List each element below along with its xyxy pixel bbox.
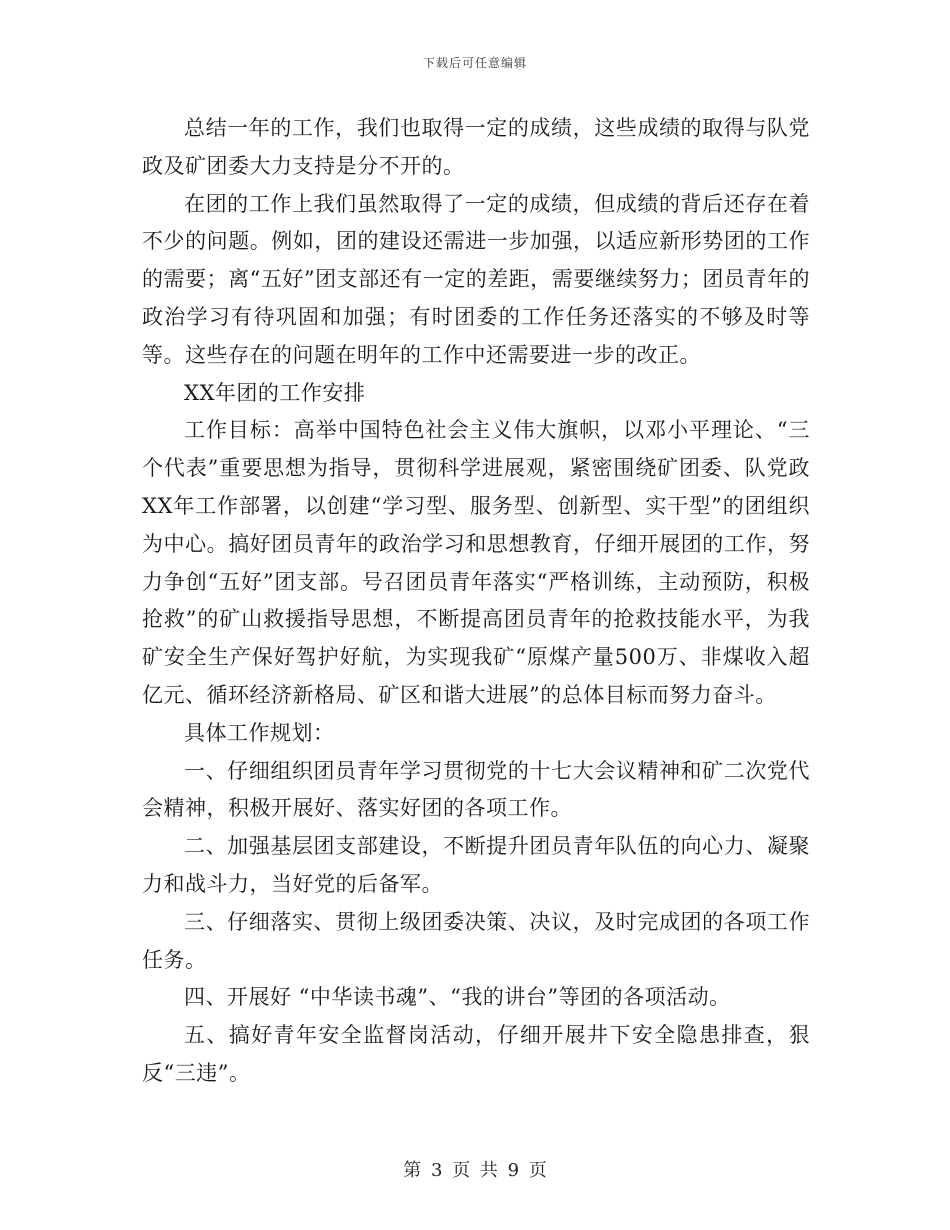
- paragraph-summary: 总结一年的工作，我们也取得一定的成绩，这些成绩的取得与队党政及矿团委大力支持是分不开的。: [142, 116, 810, 178]
- section-heading-work-plan: XX年团的工作安排: [184, 380, 366, 405]
- list-item-one: 一、仔细组织团员青年学习贯彻党的十七大会议精神和矿二次党代会精神，积极开展好、落实好团的各项工作。: [142, 758, 810, 821]
- list-item-three: 三、仔细落实、贯彻上级团委决策、决议，及时完成团的各项工作任务。: [142, 909, 810, 972]
- document-body: [142, 110, 810, 1093]
- list-item-five: 五、搞好青年安全监督岗活动，仔细开展井下安全隐患排查，狠反“三违”。: [142, 1023, 810, 1085]
- section-heading-specific-plan: 具体工作规划：: [184, 720, 335, 745]
- paragraph-problems: 在团的工作上我们虽然取得了一定的成绩，但成绩的背后还存在着不少的问题。例如，团的建设还需进一步加强，以适应新形势团的工作的需要；离“五好”团支部还有一定的差距，需要继续努力；团员青年的政治学习有待巩固和加强；有时团委的工作任务还落实的不够及时等等。这些存在的问题在明年的工作中还需要进一步的改正。: [142, 191, 810, 367]
- list-item-two: 二、加强基层团支部建设，不断提升团员青年队伍的向心力、凝聚力和战斗力，当好党的后备军。: [142, 834, 810, 896]
- page-header: 下载后可任意编辑: [422, 56, 527, 70]
- page-number-footer: 第 3 页 共 9 页: [403, 1160, 547, 1181]
- paragraph-work-goal: 工作目标：高举中国特色社会主义伟大旗帜，以邓小平理论、“三个代表”重要思想为指导，贯彻科学进展观，紧密围绕矿团委、队党政XX年工作部署，以创建“学习型、服务型、创新型、实干型”的团组织为中心。搞好团员青年的政治学习和思想教育，仔细开展团的工作，努力争创“五好”团支部。号召团员青年落实“严格训练，主动预防，积极抢救”的矿山救援指导思想，不断提高团员青年的抢救技能水平，为我矿安全生产保好驾护好航，为实现我矿“原煤产量500万、非煤收入超亿元、循环经济新格局、矿区和谐大进展”的总体目标而努力奋斗。: [142, 418, 810, 707]
- list-item-four: 四、开展好 “中华读书魂”、“我的讲台”等团的各项活动。: [184, 985, 731, 1010]
